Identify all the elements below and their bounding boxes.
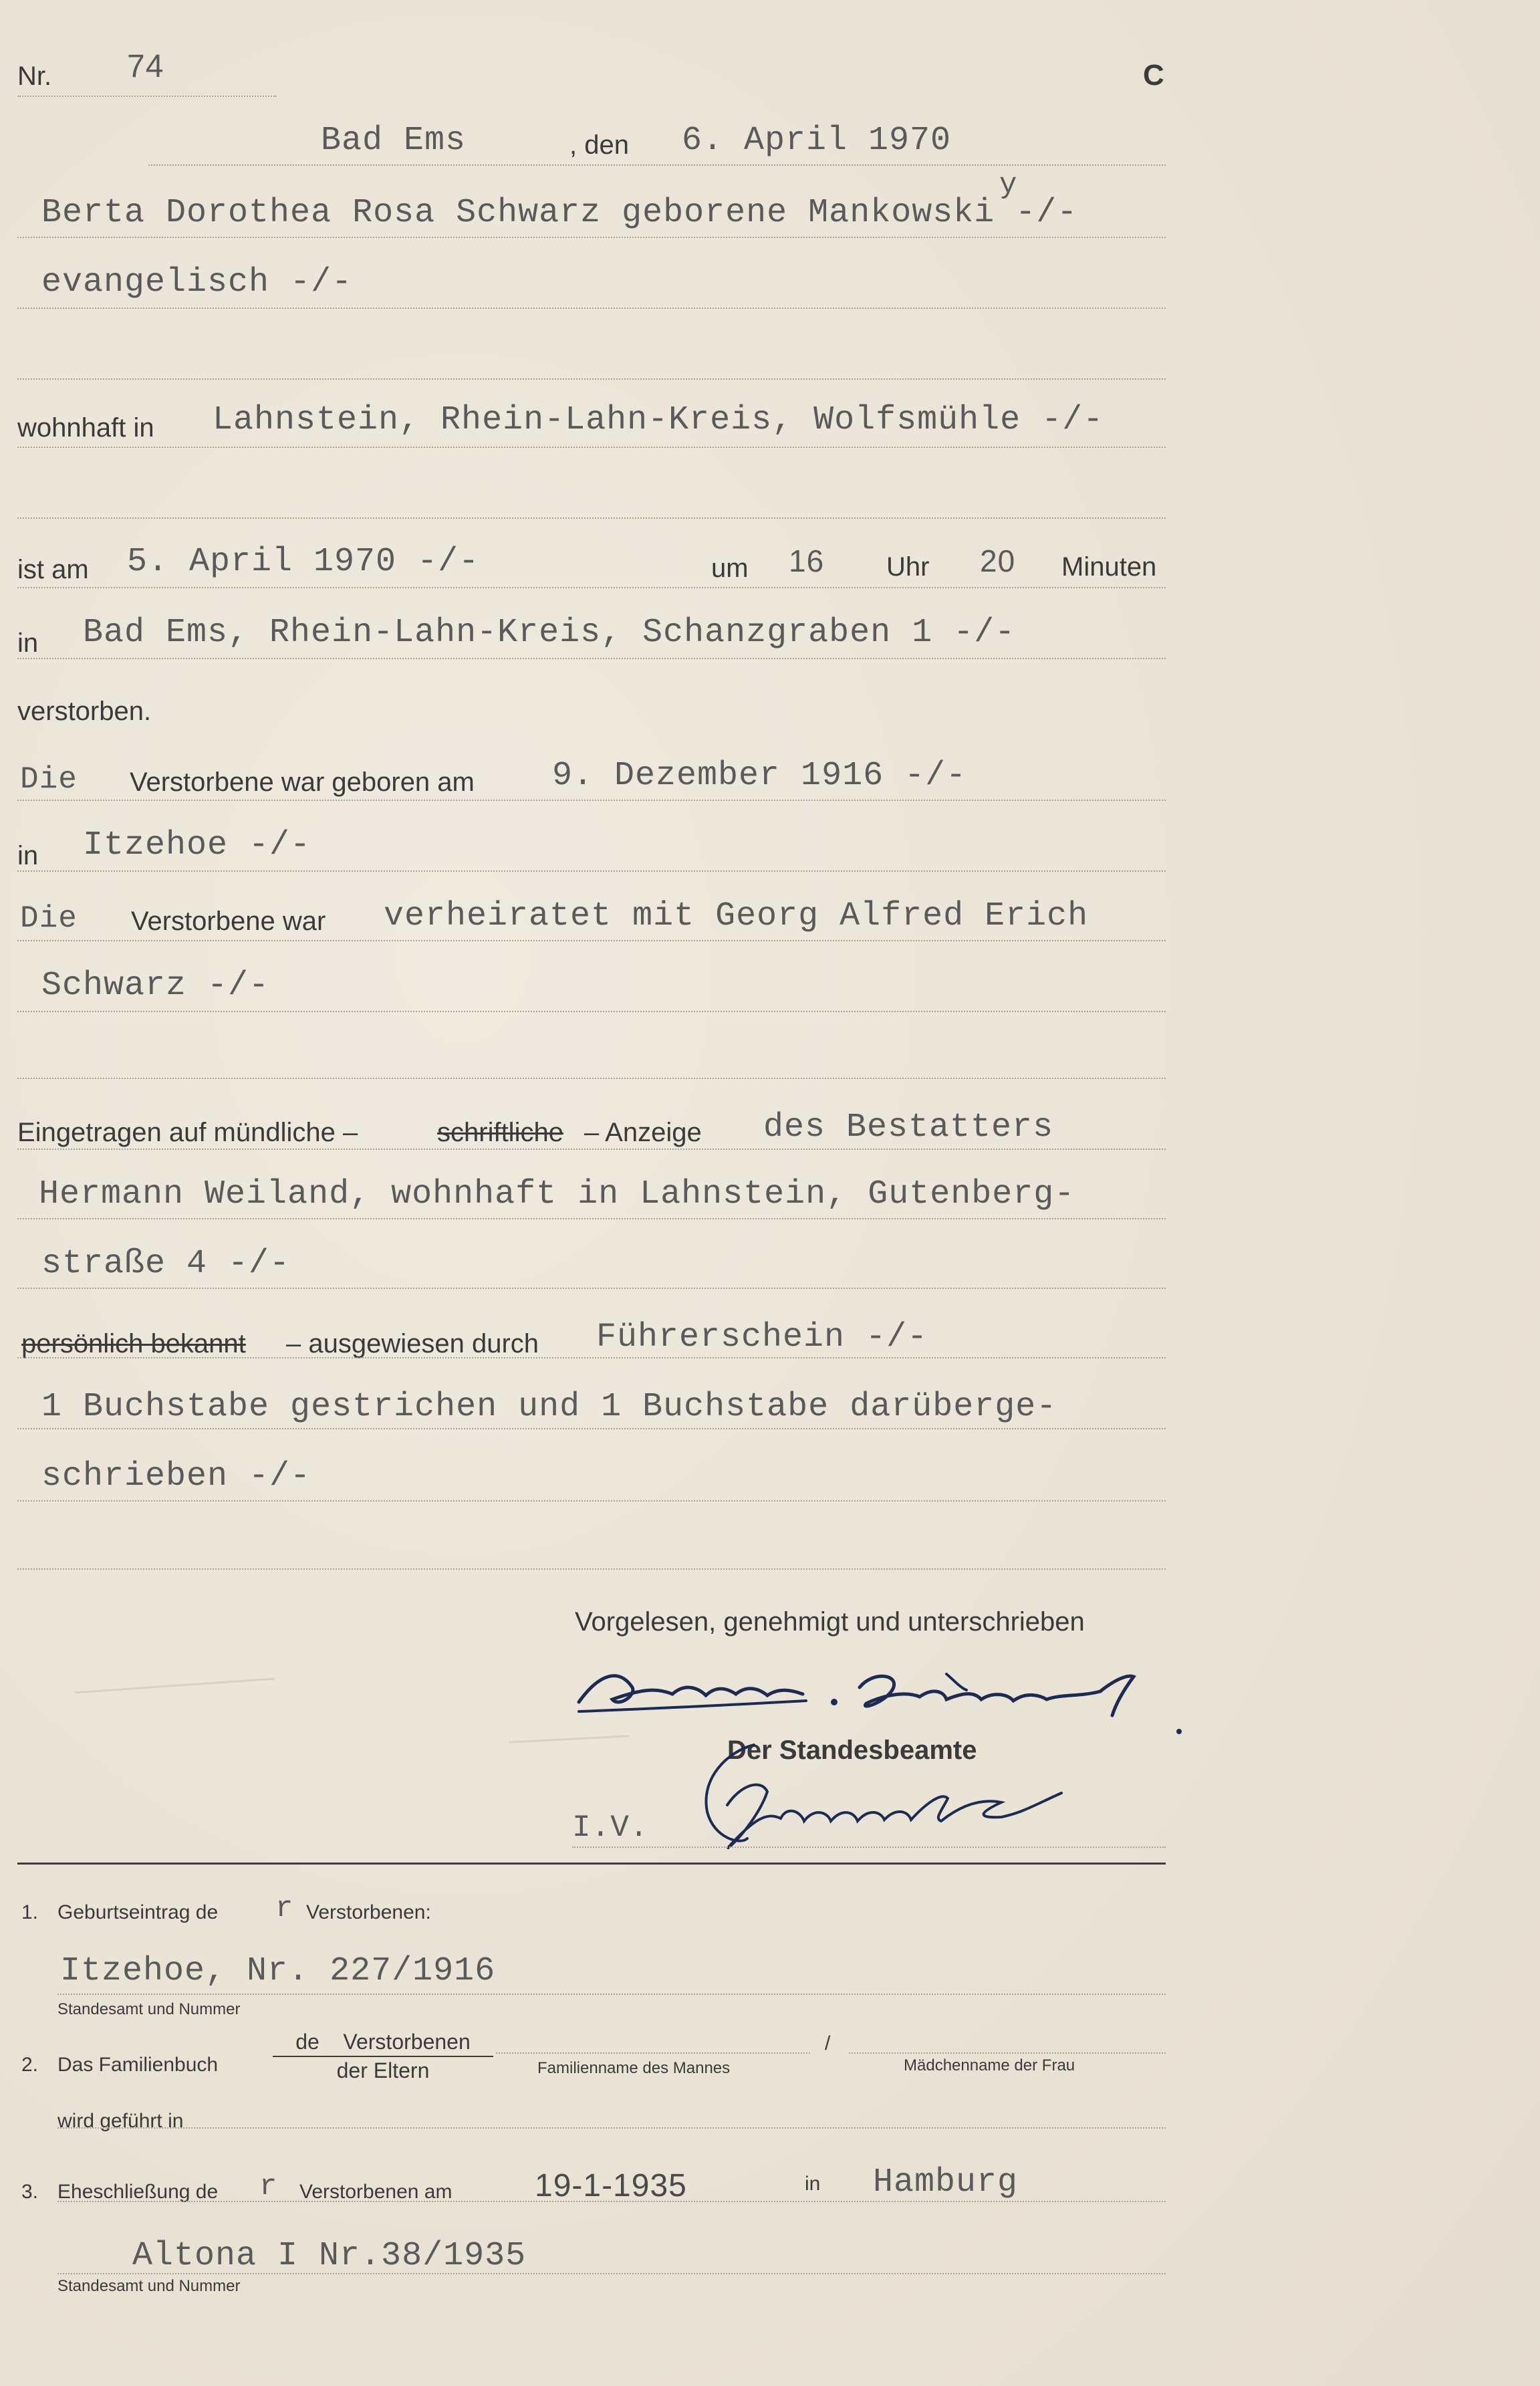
dotted-line <box>148 164 1166 166</box>
wird-gefuehrt-label: wird geführt in <box>57 2110 184 2132</box>
fraction-typed: Verstorbenen <box>343 2030 471 2054</box>
item-2-label: Das Familienbuch <box>57 2054 219 2076</box>
nr-label: Nr. <box>17 62 52 91</box>
dotted-line <box>496 2052 810 2054</box>
official-signature <box>687 1738 1102 1859</box>
maedchenname-label: Mädchenname der Frau <box>904 2056 1075 2074</box>
death-date: 5. April 1970 -/- <box>127 543 480 581</box>
dotted-line <box>17 1500 1166 1502</box>
dotted-line <box>17 517 1166 519</box>
dotted-line <box>17 96 277 97</box>
ausgewiesen-label: – ausgewiesen durch <box>286 1329 539 1358</box>
dotted-line <box>17 587 1166 588</box>
place-of-birth: Itzehoe -/- <box>83 826 311 864</box>
die-label: Die <box>20 762 78 797</box>
born-label: Verstorbene war geboren am <box>130 767 475 797</box>
dotted-line <box>57 1994 1166 1995</box>
um-label: um <box>711 554 749 583</box>
item-1-typed: r <box>275 1892 294 1925</box>
marriage-date: 19-1-1935 <box>535 2168 687 2203</box>
family-book-fraction <box>273 2030 493 2083</box>
dotted-line <box>17 870 1166 872</box>
bleed-through-mark <box>73 1651 275 1694</box>
item-3-label-b: Verstorbenen am <box>299 2181 453 2203</box>
dotted-line <box>17 940 1166 941</box>
dotted-line <box>17 378 1166 380</box>
dotted-line <box>849 2052 1166 2054</box>
dotted-line <box>57 2201 1166 2202</box>
fraction-de: de <box>295 2030 319 2054</box>
dotted-line <box>17 1218 1166 1219</box>
birth-date: 9. Dezember 1916 -/- <box>552 757 967 795</box>
item-3-typed: r <box>259 2170 278 2203</box>
item-3-number: 3. <box>21 2181 39 2203</box>
informant-line-2: Hermann Weiland, wohnhaft in Lahnstein, Gutenberg- <box>39 1175 1075 1213</box>
dotted-line <box>572 1846 1166 1848</box>
death-minutes: 20 <box>980 544 1016 578</box>
standesbeamte-label: Der Standesbeamte <box>727 1736 977 1765</box>
dotted-line <box>17 1011 1166 1012</box>
marital-status-cont: Schwarz -/- <box>41 967 270 1005</box>
dotted-line <box>17 1357 1166 1358</box>
entry-number: 74 <box>127 49 164 84</box>
dotted-line <box>17 1288 1166 1289</box>
minuten-label: Minuten <box>1061 552 1157 582</box>
marriage-place: Hamburg <box>873 2163 1019 2201</box>
place-of-registration: Bad Ems <box>321 122 467 160</box>
fraction-bottom: der Eltern <box>336 2058 430 2082</box>
fraction-top <box>273 2030 493 2057</box>
residence: Lahnstein, Rhein-Lahn-Kreis, Wolfsmühle -/- <box>213 401 1104 439</box>
schriftliche-struck: schriftliche <box>437 1118 563 1147</box>
dotted-line <box>17 1428 1166 1429</box>
death-hour: 16 <box>789 544 825 578</box>
register-letter: C <box>1143 59 1164 92</box>
slash-separator: / <box>825 2032 831 2054</box>
deceased-name: Berta Dorothea Rosa Schwarz geborene Mankowski -/- <box>41 194 1078 232</box>
die-label: Die <box>20 901 78 936</box>
registration-date: 6. April 1970 <box>682 122 952 160</box>
verstorben-label: verstorben. <box>17 697 152 726</box>
iv-label: I.V. <box>572 1810 649 1845</box>
ist-am-label: ist am <box>17 555 89 584</box>
dotted-line <box>17 1078 1166 1079</box>
name-correction: y <box>999 168 1018 202</box>
dotted-line <box>17 800 1166 801</box>
identification: Führerschein -/- <box>596 1318 928 1356</box>
dotted-line <box>17 1149 1166 1150</box>
dotted-line <box>57 2127 1166 2129</box>
birth-register-entry: Itzehoe, Nr. 227/1916 <box>60 1952 496 1990</box>
in-label: in <box>17 628 39 658</box>
item-3-in-label: in <box>805 2173 821 2195</box>
in-label: in <box>17 841 39 870</box>
uhr-label: Uhr <box>886 552 930 582</box>
anzeige-label: – Anzeige <box>584 1118 702 1147</box>
verstorbene-war-label: Verstorbene war <box>131 907 326 936</box>
standesamt-label: Standesamt und Nummer <box>57 2000 241 2018</box>
marriage-registry: Altona I Nr.38/1935 <box>132 2237 527 2275</box>
dotted-line <box>17 447 1166 448</box>
place-of-death: Bad Ems, Rhein-Lahn-Kreis, Schanzgraben 1 -/- <box>83 614 1016 652</box>
correction-note-line-1: 1 Buchstabe gestrichen und 1 Buchstabe darüberge- <box>41 1388 1057 1426</box>
dotted-line <box>17 308 1166 309</box>
informant-signature <box>572 1647 1214 1748</box>
dotted-line <box>17 658 1166 659</box>
vorgelesen-label: Vorgelesen, genehmigt und unterschrieben <box>575 1607 1085 1637</box>
persoenlich-bekannt-struck: persönlich bekannt <box>21 1329 246 1358</box>
dotted-line <box>17 237 1166 238</box>
item-1-label-b: Verstorbenen: <box>306 1901 431 1923</box>
eingetragen-label: Eingetragen auf mündliche – <box>17 1118 358 1147</box>
wohnhaft-label: wohnhaft in <box>17 413 154 443</box>
dotted-line <box>57 2273 1166 2274</box>
standesamt-label: Standesamt und Nummer <box>57 2277 241 2295</box>
item-1-label-a: Geburtseintrag de <box>57 1901 219 1923</box>
item-2-number: 2. <box>21 2054 39 2076</box>
item-3-label-a: Eheschließung de <box>57 2181 219 2203</box>
correction-note-line-2: schrieben -/- <box>41 1457 311 1496</box>
religion: evangelisch -/- <box>41 263 353 302</box>
informant-line-1: des Bestatters <box>763 1108 1054 1147</box>
item-1-number: 1. <box>21 1901 39 1923</box>
den-label: , den <box>569 130 629 160</box>
dotted-line <box>17 1568 1166 1570</box>
separator-rule <box>17 1863 1166 1865</box>
informant-line-3: straße 4 -/- <box>41 1245 291 1283</box>
familienname-label: Familienname des Mannes <box>537 2059 731 2077</box>
marital-status: verheiratet mit Georg Alfred Erich <box>384 897 1089 935</box>
